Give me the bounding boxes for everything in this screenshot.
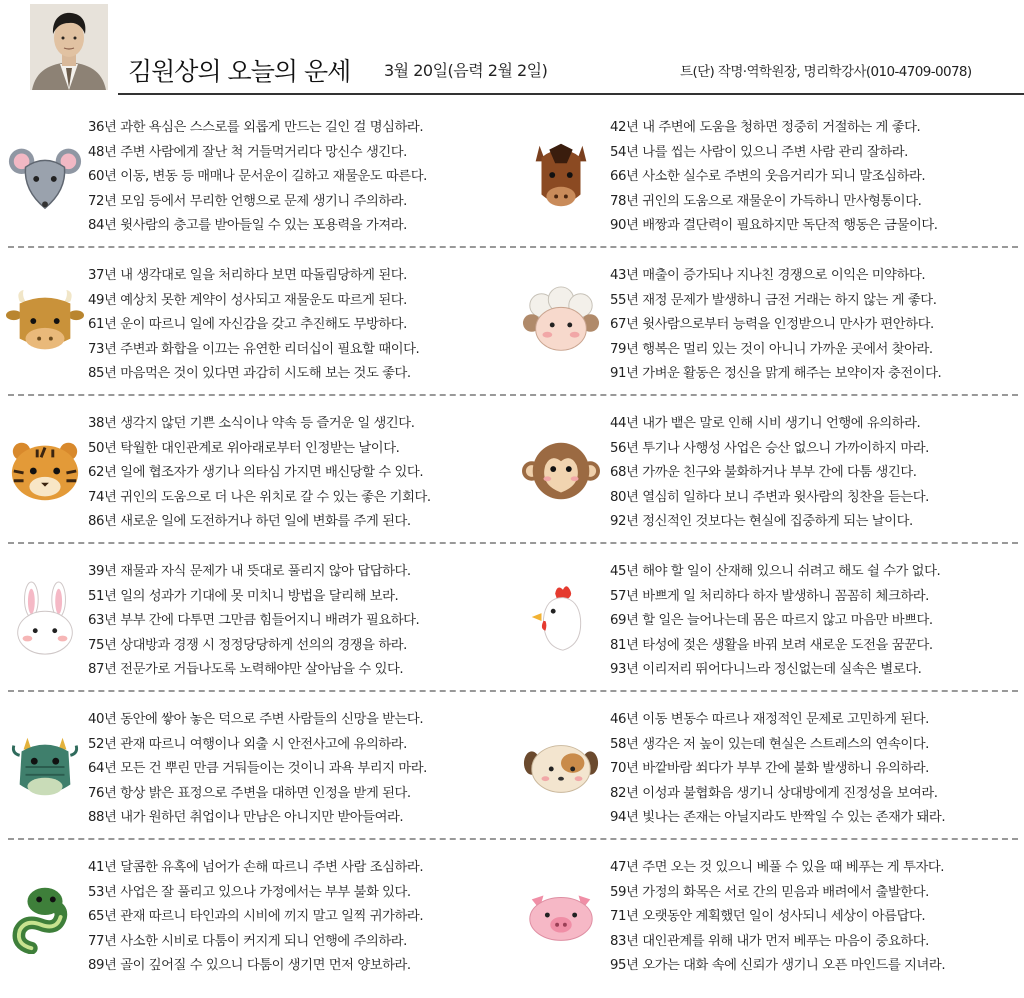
fortune-row [0, 554, 1024, 702]
fortune-line: 38년 생각지 않던 기쁜 소식이나 약속 등 즐거운 일 생긴다. [88, 416, 415, 431]
fortune-line: 64년 모든 건 뿌린 만큼 거둬들이는 것이니 과욕 부리지 마라. [88, 761, 427, 776]
fortune-lines [88, 708, 427, 831]
fortune-line: 92년 정신적인 것보다는 현실에 집중하게 되는 날이다. [610, 514, 913, 529]
ox-icon [6, 284, 84, 362]
fortune-line: 91년 가벼운 활동은 정신을 맑게 해주는 보약이자 충전이다. [610, 366, 942, 381]
fortune-line: 54년 나를 씹는 사람이 있으니 주변 사람 관리 잘하라. [610, 144, 908, 160]
fortune-line: 42년 내 주변에 도움을 청하면 정중히 거절하는 게 좋다. [610, 120, 921, 135]
sheep-icon [522, 284, 600, 362]
fortune-lines [88, 560, 419, 683]
fortune-cell-tiger [0, 410, 512, 542]
fortune-cell-monkey [520, 410, 1024, 542]
page-title: 김원상의 오늘의 운세 [128, 57, 351, 86]
fortune-line: 69년 할 일은 늘어나는데 몸은 따르지 않고 마음만 바쁘다. [610, 613, 933, 628]
fortune-line: 81년 타성에 젖은 생활을 바꿔 보려 새로운 도전을 꿈꾼다. [610, 637, 933, 653]
fortune-line: 63년 부부 간에 다투면 그만큼 힘들어지니 배려가 필요하다. [88, 613, 420, 628]
fortune-lines [610, 116, 938, 239]
fortune-line: 50년 탁월한 대인관계로 위아래로부터 인정받는 날이다. [88, 440, 400, 456]
fortune-line: 86년 새로운 일에 도전하거나 하던 일에 변화를 주게 된다. [88, 514, 411, 529]
horse-icon [522, 136, 600, 214]
fortune-line: 73년 주변과 화합을 이끄는 유연한 리더십이 필요할 때이다. [88, 341, 420, 357]
fortune-lines [88, 116, 427, 239]
fortune-lines [610, 856, 945, 979]
fortune-line: 71년 오랫동안 계획했던 일이 성사되니 세상이 아름답다. [610, 909, 926, 924]
fortune-line: 52년 관재 따르니 여행이나 외출 시 안전사고에 유의하라. [88, 736, 407, 752]
fortune-cell-dog [520, 706, 1024, 838]
fortune-line: 88년 내가 원하던 취업이나 만남은 아니지만 받아들여라. [88, 810, 404, 825]
row-divider [8, 246, 1018, 248]
fortune-line: 82년 이성과 불협화음 생기니 상대방에게 진정성을 보여라. [610, 785, 938, 801]
fortune-line: 40년 동안에 쌓아 놓은 덕으로 주변 사람들의 신망을 받는다. [88, 712, 424, 727]
fortune-line: 46년 이동 변동수 따르나 재정적인 문제로 고민하게 된다. [610, 712, 929, 727]
fortune-line: 62년 일에 협조자가 생기나 의타심 가지면 배신당할 수 있다. [88, 465, 424, 480]
fortune-row [0, 702, 1024, 850]
fortune-cell-horse [520, 114, 1024, 246]
fortune-line: 94년 빛나는 존재는 아닐지라도 반짝일 수 있는 존재가 돼라. [610, 810, 946, 825]
author-credit: 트(단) 작명·역학원장, 명리학강사(010-4709-0078) [680, 64, 972, 80]
fortune-line: 83년 대인관계를 위해 내가 먼저 베푸는 마음이 중요하다. [610, 933, 929, 949]
author-photo [30, 4, 108, 90]
fortune-line: 77년 사소한 시비로 다툼이 커지게 되니 언행에 주의하라. [88, 933, 407, 949]
dragon-icon [6, 728, 84, 806]
fortune-line: 80년 열심히 일하다 보니 주변과 윗사람의 칭찬을 듣는다. [610, 489, 929, 505]
fortune-line: 76년 항상 밝은 표정으로 주변을 대하면 인정을 받게 된다. [88, 785, 411, 801]
date-label: 3월 20일(음력 2월 2일) [384, 61, 548, 80]
fortune-lines [88, 412, 431, 535]
fortune-line: 41년 달콤한 유혹에 넘어가 손해 따르니 주변 사람 조심하라. [88, 860, 424, 875]
fortune-line: 74년 귀인의 도움으로 더 나은 위치로 갈 수 있는 좋은 기회다. [88, 489, 431, 505]
header-divider [118, 93, 1024, 95]
fortune-cell-rat [0, 114, 512, 246]
fortune-lines [88, 856, 423, 979]
fortune-line: 53년 사업은 잘 풀리고 있으나 가정에서는 부부 불화 있다. [88, 884, 411, 900]
fortune-line: 56년 투기나 사행성 사업은 승산 없으니 가까이하지 마라. [610, 440, 929, 456]
rat-icon [6, 136, 84, 214]
fortune-row [0, 110, 1024, 258]
fortune-line: 90년 배짱과 결단력이 필요하지만 독단적 행동은 금물이다. [610, 218, 938, 233]
fortune-cell-ox [0, 262, 512, 394]
fortune-line: 79년 행복은 멀리 있는 것이 아니니 가까운 곳에서 찾아라. [610, 341, 933, 357]
fortune-line: 47년 주면 오는 것 있으니 베풀 수 있을 때 베푸는 게 투자다. [610, 860, 945, 875]
fortune-line: 93년 이리저리 뛰어다니느라 정신없는데 실속은 별로다. [610, 662, 922, 677]
fortune-lines [610, 560, 940, 683]
fortune-cell-pig [520, 854, 1024, 986]
rooster-icon [522, 580, 600, 658]
fortune-line: 37년 내 생각대로 일을 처리하다 보면 따돌림당하게 된다. [88, 268, 407, 283]
tiger-icon [6, 432, 84, 510]
fortune-cell-sheep [520, 262, 1024, 394]
monkey-icon [522, 432, 600, 510]
fortune-line: 44년 내가 뱉은 말로 인해 시비 생기니 언행에 유의하라. [610, 416, 921, 431]
fortune-line: 55년 재정 문제가 발생하니 금전 거래는 하지 않는 게 좋다. [610, 292, 937, 308]
fortune-line: 36년 과한 욕심은 스스로를 외롭게 만드는 길인 걸 명심하라. [88, 120, 424, 135]
snake-icon [6, 876, 84, 954]
dog-icon [522, 728, 600, 806]
fortune-line: 68년 가까운 친구와 불화하거나 부부 간에 다툼 생긴다. [610, 465, 917, 480]
fortune-cell-snake [0, 854, 512, 986]
fortune-line: 75년 상대방과 경쟁 시 정정당당하게 선의의 경쟁을 하라. [88, 637, 407, 653]
fortune-line: 65년 관재 따르니 타인과의 시비에 끼지 말고 일찍 귀가하라. [88, 909, 424, 924]
row-divider [8, 838, 1018, 840]
fortune-line: 49년 예상치 못한 계약이 성사되고 재물운도 따르게 된다. [88, 292, 407, 308]
fortune-line: 51년 일의 성과가 기대에 못 미치니 방법을 달리해 보라. [88, 588, 399, 604]
fortune-line: 60년 이동, 변동 등 매매나 문서운이 길하고 재물운도 따른다. [88, 169, 427, 184]
fortune-lines [610, 264, 941, 387]
fortune-row [0, 258, 1024, 406]
fortune-line: 39년 재물과 자식 문제가 내 뜻대로 풀리지 않아 답답하다. [88, 564, 411, 579]
fortune-line: 45년 해야 할 일이 산재해 있으니 쉬려고 해도 쉴 수가 없다. [610, 564, 941, 579]
fortune-line: 85년 마음먹은 것이 있다면 과감히 시도해 보는 것도 좋다. [88, 366, 411, 381]
fortune-cell-rabbit [0, 558, 512, 690]
fortune-line: 48년 주변 사람에게 잘난 척 거들먹거리다 망신수 생긴다. [88, 144, 407, 160]
fortune-line: 61년 운이 따르니 일에 자신감을 갖고 추진해도 무방하다. [88, 317, 407, 332]
fortune-line: 58년 생각은 저 높이 있는데 현실은 스트레스의 연속이다. [610, 736, 929, 752]
pig-icon [522, 876, 600, 954]
fortune-line: 72년 모임 등에서 무리한 언행으로 문제 생기니 주의하라. [88, 193, 407, 209]
fortune-line: 95년 오가는 대화 속에 신뢰가 생기니 오픈 마인드를 지녀라. [610, 958, 946, 973]
fortune-cell-rooster [520, 558, 1024, 690]
fortune-row [0, 406, 1024, 554]
fortune-line: 84년 윗사람의 충고를 받아들일 수 있는 포용력을 가져라. [88, 218, 407, 233]
fortune-line: 57년 바쁘게 일 처리하다 하자 발생하니 꼼꼼히 체크하라. [610, 588, 929, 604]
row-divider [8, 690, 1018, 692]
fortune-line: 89년 골이 깊어질 수 있으니 다툼이 생기면 먼저 양보하라. [88, 958, 411, 973]
row-divider [8, 394, 1018, 396]
fortune-line: 87년 전문가로 거듭나도록 노력해야만 살아남을 수 있다. [88, 662, 404, 677]
fortune-line: 78년 귀인의 도움으로 재물운이 가득하니 만사형통이다. [610, 193, 922, 209]
fortune-line: 67년 윗사람으로부터 능력을 인정받으니 만사가 편안하다. [610, 317, 934, 332]
fortune-cell-dragon [0, 706, 512, 838]
fortune-line: 59년 가정의 화목은 서로 간의 믿음과 배려에서 출발한다. [610, 884, 929, 900]
row-divider [8, 542, 1018, 544]
fortune-row [0, 850, 1024, 998]
fortune-lines [610, 412, 929, 535]
fortune-grid [0, 110, 1024, 998]
fortune-line: 66년 사소한 실수로 주변의 웃음거리가 되니 말조심하라. [610, 169, 926, 184]
fortune-line: 43년 매출이 증가되나 지나친 경쟁으로 이익은 미약하다. [610, 268, 926, 283]
rabbit-icon [6, 580, 84, 658]
header [0, 0, 1024, 94]
fortune-lines [88, 264, 419, 387]
fortune-line: 70년 바깥바람 쐬다가 부부 간에 불화 발생하니 유의하라. [610, 761, 929, 776]
fortune-lines [610, 708, 945, 831]
